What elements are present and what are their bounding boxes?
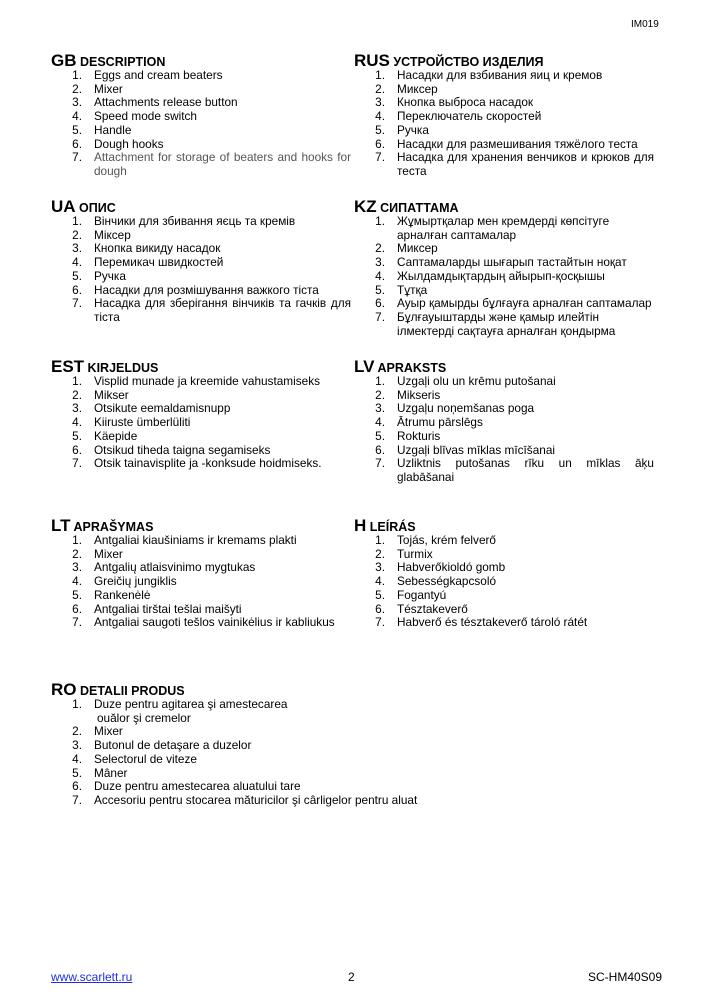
list-item: 7. Насадка для зберігання вінчиків та гачків для тіста xyxy=(72,296,351,324)
parts-list xyxy=(51,698,471,808)
list-item: 3. Attachments release button xyxy=(72,95,238,110)
list-item: 5. Fogantyú xyxy=(375,587,447,602)
parts-list xyxy=(354,69,654,179)
list-item: 1. Duze pentru agitarea şi amestecarea xyxy=(72,697,288,711)
section-title xyxy=(354,199,654,215)
section-ua xyxy=(51,199,351,325)
list-item: 3. Antgalių atlaisvinimo mygtukas xyxy=(72,560,256,575)
list-item: 3. Butonul de detaşare a duzelor xyxy=(72,738,252,753)
language-code: RO xyxy=(51,680,77,699)
section-rus xyxy=(354,53,654,179)
list-item: 2. Миксер xyxy=(375,241,438,256)
document-code: IM019 xyxy=(631,19,659,30)
section-title xyxy=(51,682,471,698)
parts-list xyxy=(354,215,654,338)
list-item: 5. Käepide xyxy=(72,428,138,443)
list-item: 3. Habverőkioldó gomb xyxy=(375,560,506,575)
list-item: 6. Antgaliai tirštai tešlai maišyti xyxy=(72,601,242,616)
list-item: 2. Mixer xyxy=(72,81,123,96)
section-est xyxy=(51,359,351,471)
list-item: ouălor şi cremelor xyxy=(97,710,191,725)
list-item: 4. Ātrumu pārslēgs xyxy=(375,415,483,430)
list-item: 3. Кнопка викиду насадок xyxy=(72,241,221,256)
list-item: 5. Тұтқа xyxy=(375,282,428,297)
list-item: 1. Насадки для взбивания яиц и кремов xyxy=(375,68,603,82)
list-item: 1. Visplid munade ja kreemide vahustamiseks xyxy=(72,374,321,388)
list-item: 6. Otsikud tiheda taigna segamiseks xyxy=(72,442,271,457)
list-item: 1. Жұмыртқалар мен кремдерді көпсітуге арналған саптамалар xyxy=(375,214,610,242)
list-item: 5. Rankenėlė xyxy=(72,587,151,602)
language-code: H xyxy=(354,516,367,535)
list-item: 7. Насадка для хранения венчиков и крюков для теста xyxy=(375,150,654,178)
list-item: 6. Ауыр қамырды бұлғауға арналған саптамалар xyxy=(375,296,652,311)
parts-list xyxy=(354,375,654,485)
list-item: 1. Uzgaļi olu un krēmu putošanai xyxy=(375,374,556,388)
list-item: 6. Насадки для розмішування важкого тіста xyxy=(72,282,319,297)
section-heading: СИПАТТАМА xyxy=(380,201,459,215)
list-item: 2. Міксер xyxy=(72,227,131,242)
list-item: 1. Вінчики для збивання яєць та кремів xyxy=(72,214,296,228)
parts-list xyxy=(51,534,351,630)
section-heading: DESCRIPTION xyxy=(79,55,166,69)
list-item: 4. Sebességkapcsoló xyxy=(375,574,497,589)
section-heading: DETALII PRODUS xyxy=(79,684,185,698)
list-item: 7. Antgaliai saugoti tešlos vainikėlius ir kabliukus xyxy=(72,615,335,630)
language-code: KZ xyxy=(354,197,377,216)
list-item: 7. Otsik tainavisplite ja -konksude hoidmiseks. xyxy=(72,456,322,471)
list-item: 1. Eggs and cream beaters xyxy=(72,68,223,82)
language-code: RUS xyxy=(354,51,390,70)
language-code: LV xyxy=(354,357,375,376)
list-item: 3. Кнопка выброса насадок xyxy=(375,95,534,110)
language-code: UA xyxy=(51,197,76,216)
section-title xyxy=(51,199,351,215)
list-item: 2. Mikseris xyxy=(375,387,441,402)
section-title xyxy=(51,53,351,69)
language-code: EST xyxy=(51,357,85,376)
language-code: GB xyxy=(51,51,77,70)
section-lv xyxy=(354,359,654,485)
section-h xyxy=(354,518,654,630)
list-item: 4. Kiiruste ümberlüliti xyxy=(72,415,191,430)
section-kz xyxy=(354,199,654,338)
list-item: 3. Otsikute eemaldamisnupp xyxy=(72,401,231,416)
list-item: 2. Mikser xyxy=(72,387,129,402)
section-lt xyxy=(51,518,351,630)
list-item: 7. Accesoriu pentru stocarea măturicilor şi cârligelor pentru aluat xyxy=(72,792,418,807)
list-item: 7. Uzliktnis putošanas rīku un mīklas āķu glabāšanai xyxy=(375,456,654,484)
list-item: 4. Жылдамдықтардың айырып-қосқышы xyxy=(375,268,605,283)
parts-list xyxy=(51,215,351,325)
list-item: 4. Speed mode switch xyxy=(72,109,197,124)
list-item: 5. Mâner xyxy=(72,765,128,780)
list-item: 2. Mixer xyxy=(72,724,123,739)
list-item: 2. Turmix xyxy=(375,546,433,561)
list-item: 4. Greičių jungiklis xyxy=(72,574,177,589)
list-item: 6. Насадки для размешивания тяжёлого теста xyxy=(375,136,638,151)
list-item: 2. Миксер xyxy=(375,81,438,96)
list-item: 5. Ручка xyxy=(72,268,126,283)
language-code: LT xyxy=(51,516,71,535)
list-item: 4. Перемикач швидкостей xyxy=(72,255,224,270)
section-heading: APRAŠYMAS xyxy=(73,520,154,534)
website-link[interactable]: www.scarlett.ru xyxy=(51,970,133,984)
section-heading: LEÍRÁS xyxy=(369,520,416,534)
section-title xyxy=(51,518,351,534)
section-heading: УСТРОЙСТВО ИЗДЕЛИЯ xyxy=(393,55,544,69)
list-item: 1. Antgaliai kiaušiniams ir kremams plakti xyxy=(72,533,297,547)
page-number: 2 xyxy=(348,970,355,984)
list-item: 7. Attachment for storage of beaters and hooks for dough xyxy=(72,150,351,178)
list-item: 7. Бұлғауыштарды және қамыр илейтін ілмектерді сақтауға арналған қондырма xyxy=(375,309,616,338)
section-gb xyxy=(51,53,351,179)
parts-list xyxy=(51,69,351,179)
section-title xyxy=(354,359,654,375)
list-item: 3. Uzgaļu noņemšanas poga xyxy=(375,401,535,416)
list-item: 5. Rokturis xyxy=(375,428,441,443)
section-title xyxy=(51,359,351,375)
list-item: 6. Dough hooks xyxy=(72,136,164,151)
list-item: 5. Handle xyxy=(72,122,132,137)
model-number: SC-HM40S09 xyxy=(588,970,663,984)
list-item: 6. Uzgaļi blīvas mīklas mīcīšanai xyxy=(375,442,555,457)
section-heading: APRAKSTS xyxy=(377,361,447,375)
section-heading: ОПИС xyxy=(79,201,116,215)
list-item: 4. Переключатель скоростей xyxy=(375,109,542,124)
list-item: 4. Selectorul de viteze xyxy=(72,751,197,766)
list-item: 2. Mixer xyxy=(72,546,123,561)
section-title xyxy=(354,53,654,69)
list-item: 6. Tésztakeverő xyxy=(375,601,468,616)
list-item: 5. Ручка xyxy=(375,122,429,137)
list-item: 3. Саптамаларды шығарып тастайтын ноқат xyxy=(375,255,627,270)
section-ro xyxy=(51,682,471,808)
list-item: 6. Duze pentru amestecarea aluatului tare xyxy=(72,779,301,794)
section-heading: KIRJELDUS xyxy=(87,361,159,375)
parts-list xyxy=(354,534,654,630)
list-item: 7. Habverő és tésztakeverő tároló rátét xyxy=(375,615,588,630)
list-item: 1. Tojás, krém felverő xyxy=(375,533,496,547)
parts-list xyxy=(51,375,351,471)
section-title xyxy=(354,518,654,534)
